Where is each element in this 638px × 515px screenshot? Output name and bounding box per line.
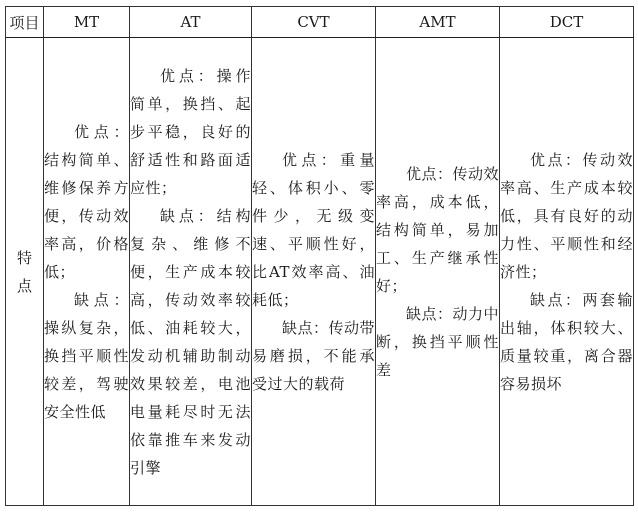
cell-at bbox=[130, 38, 252, 506]
header-cvt: CVT bbox=[252, 7, 376, 38]
row-label-text: 特点 bbox=[16, 248, 32, 295]
at-cons: 缺点：结构复杂、维修不便，生产成本较高，传动效率较低、油耗较大，发动机辅助制动效果较差，电池电量耗尽时无法依靠推车来发动引擎 bbox=[130, 206, 251, 477]
mt-cons: 缺点：操纵复杂，换挡平顺性较差，驾驶安全性低 bbox=[44, 290, 129, 421]
mt-pros: 优点：结构简单、维修保养方便，传动效率高，价格低； bbox=[44, 122, 129, 281]
header-item: 项目 bbox=[6, 7, 44, 38]
cell-dct bbox=[500, 38, 634, 506]
dct-cons: 缺点：两套输出轴，体积较大、质量较重，离合器容易损坏 bbox=[500, 290, 633, 393]
cell-mt bbox=[44, 38, 130, 506]
at-pros: 优点：操作简单，换挡、起步平稳，良好的舒适性和路面适应性； bbox=[130, 66, 251, 197]
amt-cons: 缺点：动力中断，换挡平顺性差 bbox=[376, 304, 500, 379]
comparison-table bbox=[5, 6, 634, 506]
header-row bbox=[6, 7, 634, 38]
cvt-pros: 优点：重量轻、体积小、零件少，无级变速、平顺性好，比AT效率高、油耗低； bbox=[252, 150, 375, 309]
header-at: AT bbox=[130, 7, 252, 38]
row-label-features bbox=[6, 38, 44, 506]
features-row bbox=[6, 38, 634, 506]
header-mt: MT bbox=[44, 7, 130, 38]
cell-amt bbox=[376, 38, 500, 506]
cvt-cons: 缺点：传动带易磨损，不能承受过大的载荷 bbox=[252, 318, 376, 393]
cell-cvt bbox=[252, 38, 376, 506]
header-amt: AMT bbox=[376, 7, 500, 38]
amt-pros: 优点：传动效率高，成本低，结构简单，易加工、生产继承性好； bbox=[376, 164, 500, 295]
dct-pros: 优点：传动效率高、生产成本较低，具有良好的动力性、平顺性和经济性； bbox=[500, 150, 633, 281]
header-dct: DCT bbox=[500, 7, 634, 38]
